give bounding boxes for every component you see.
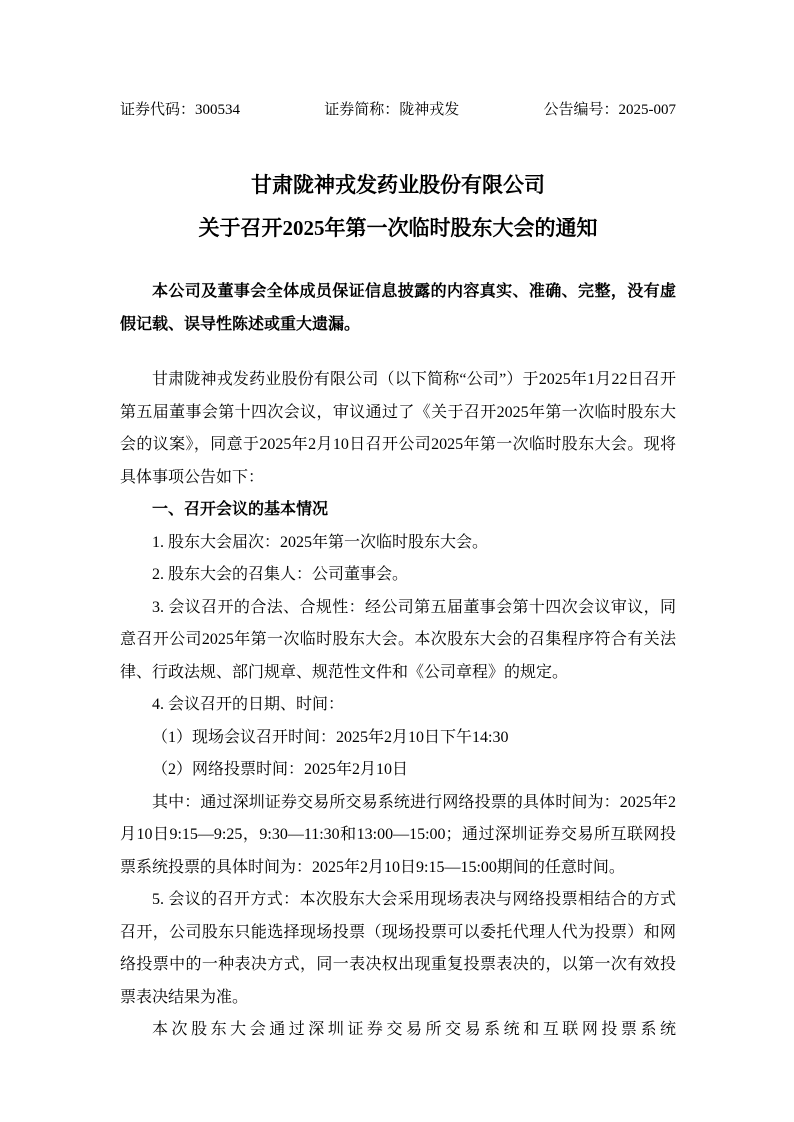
paragraph-continuation-line: 本次股东大会通过深圳证券交易所交易系统和互联网投票系统 xyxy=(152,1021,676,1038)
document-header xyxy=(120,100,676,120)
title-line-notice: 关于召开2025年第一次临时股东大会的通知 xyxy=(198,216,598,240)
document-body xyxy=(120,276,676,1047)
paragraph-onsite-time: （1）现场会议召开时间：2025年2月10日下午14:30 xyxy=(152,728,509,746)
body-paragraphs xyxy=(120,364,676,1047)
paragraph-meeting-method: 5. 会议的召开方式：本次股东大会采用现场表决与网络投票相结合的方式召开，公司股东只能选择现场投票（现场投票可以委托代理人代为投票）和网络投票中的一种表决方式，同一表决权出现重复投票表决的，以第一次有效投票表决结果为准。 xyxy=(120,891,676,1006)
paragraph-intro: 甘肃陇神戎发药业股份有限公司（以下简称“公司”）于2025年1月22日召开第五届董事会第十四次会议，审议通过了《关于召开2025年第一次临时股东大会的议案》，同意于2025年2月10日召开公司2025年第一次临时股东大会。现将具体事项公告如下： xyxy=(120,371,676,486)
paragraph-convener: 2. 股东大会的召集人：公司董事会。 xyxy=(152,566,409,583)
paragraph-vote-time-detail: 其中：通过深圳证券交易所交易系统进行网络投票的具体时间为：2025年2月10日9:15—9:25，9:30—11:30和13:00—15:00；通过深圳证券交易所互联网投票系统投票的具体时间为：2025年2月10日9:15—15:00期间的任意时间。 xyxy=(120,793,676,876)
paragraph-online-vote-time: （2）网络投票时间：2025年2月10日 xyxy=(152,761,409,778)
paragraph-meeting-session: 1. 股东大会届次：2025年第一次临时股东大会。 xyxy=(152,533,489,551)
document-title xyxy=(120,164,676,250)
section-heading-basic-info: 一、召开会议的基本情况 xyxy=(152,501,329,518)
paragraph-legality: 3. 会议召开的合法、合规性：经公司第五届董事会第十四次会议审议，同意召开公司2025年第一次临时股东大会。本次股东大会的召集程序符合有关法律、行政法规、部门规章、规范性文件和《公司章程》的规定。 xyxy=(120,598,676,681)
announcement-number: 公告编号：2025-007 xyxy=(543,102,676,118)
stock-code: 证券代码：300534 xyxy=(120,102,241,118)
disclaimer-statement: 本公司及董事会全体成员保证信息披露的内容真实、准确、完整，没有虚假记载、误导性陈述或重大遗漏。 xyxy=(120,283,676,333)
paragraph-date-time: 4. 会议召开的日期、时间： xyxy=(152,696,345,713)
title-line-company: 甘肃陇神戎发药业股份有限公司 xyxy=(251,173,545,197)
stock-abbreviation: 证券简称：陇神戎发 xyxy=(324,102,460,118)
